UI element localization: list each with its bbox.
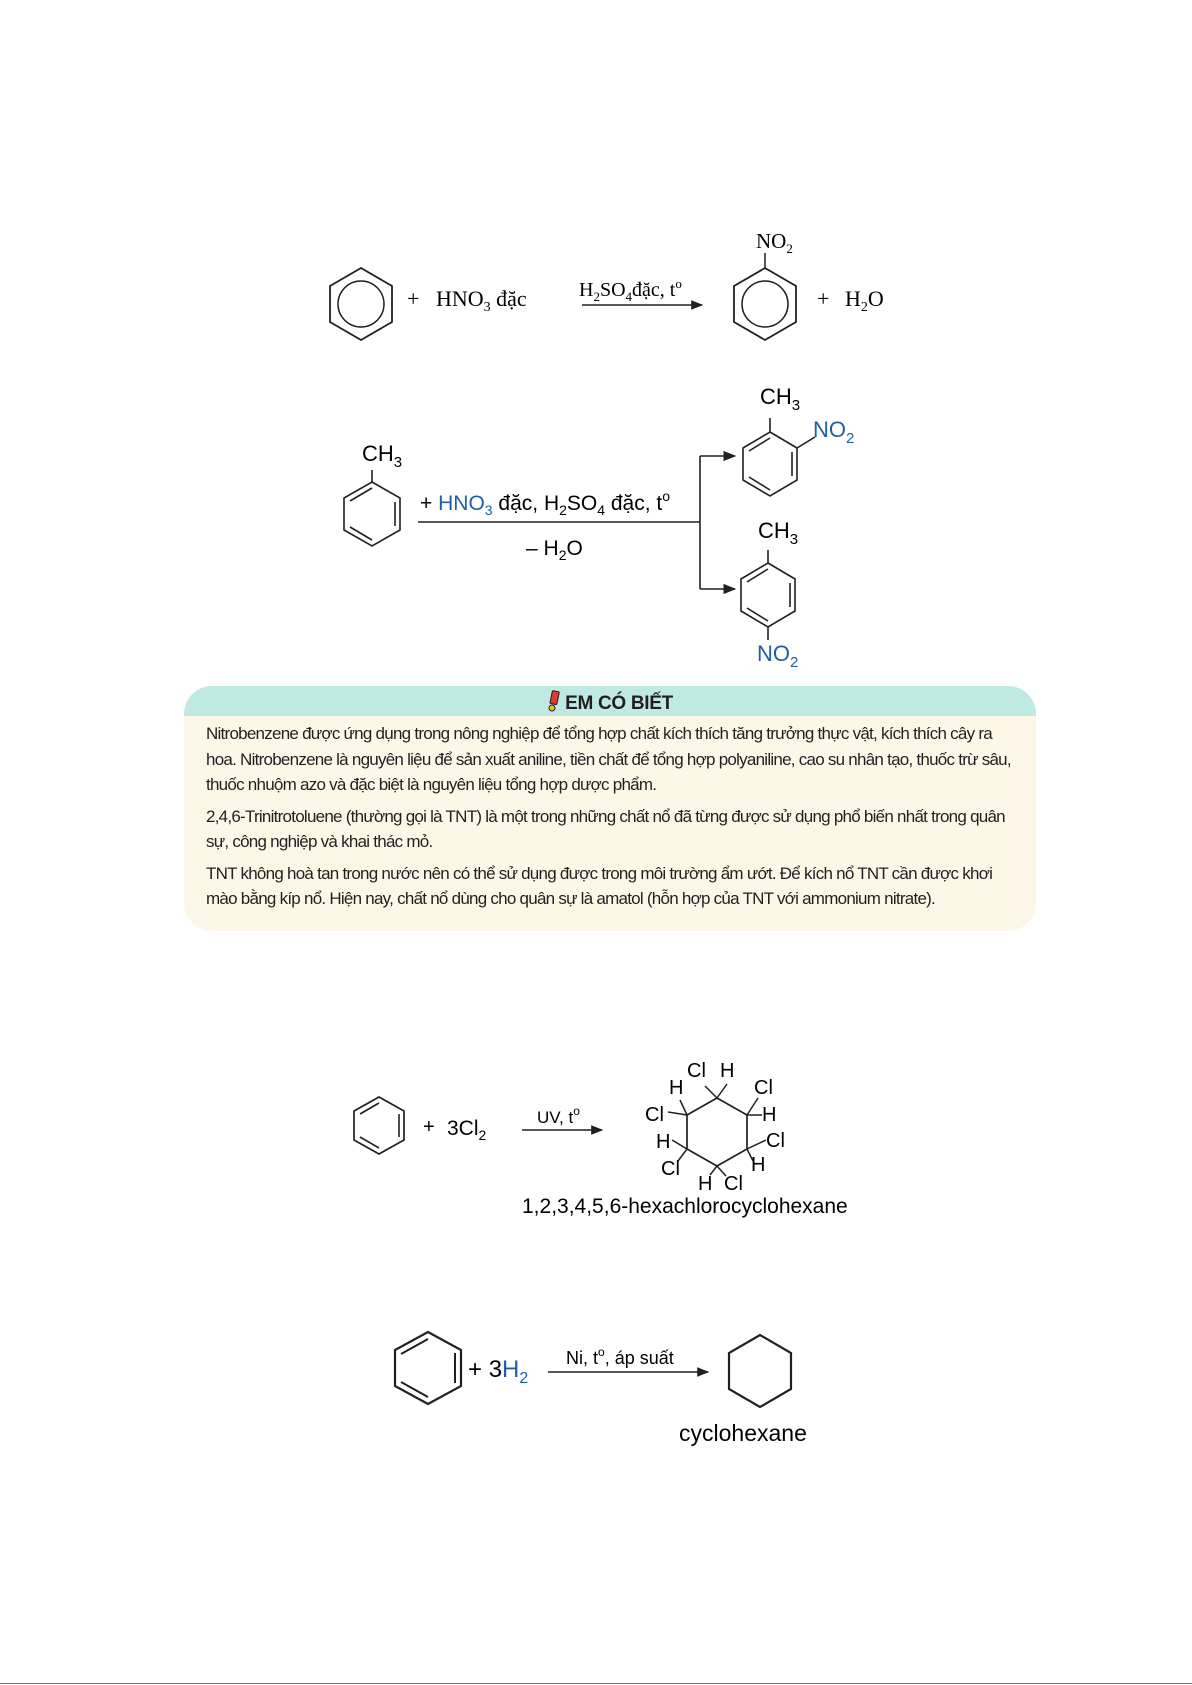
exclamation-icon	[547, 690, 561, 712]
plus-sign: +	[407, 286, 420, 311]
hydrogen: + $3H_2$	[468, 1356, 529, 1387]
para-nitrotoluene	[741, 550, 795, 640]
ortho-nitrotoluene	[743, 418, 815, 496]
svg-text:H: H	[762, 1104, 777, 1126]
nitrobenzene-product	[734, 253, 796, 340]
info-paragraph: 2,4,6-Trinitrotoluene (thường gọi là TNT) là một trong những chất nổ đã từng được sử dụng phổ biến nhất trong quân sự, công nghiệp và khai thác mỏ.	[206, 806, 1005, 851]
svg-text:H: H	[669, 1077, 684, 1099]
reaction-hydrogenation	[395, 1332, 807, 1446]
hexachlorocyclohexane	[645, 1060, 785, 1195]
nitric-acid: $HNO_3$ đặc	[436, 286, 527, 315]
page-bottom-rule	[0, 1683, 1192, 1684]
svg-text:Cl: Cl	[661, 1158, 680, 1180]
toluene-conditions: + $HNO_3$ đặc, $H_2SO_4$ đặc, $t^o$	[420, 488, 671, 518]
info-paragraph: Nitrobenzene được ứng dụng trong nông nghiệp để tổng hợp chất kích thích tăng trưởng thực vật, kích thích cây ra hoa. Nitrobenzene là nguyên liệu để sản xuất aniline, tiền chất để tổng hợp polyaniline, cao su nhân tạo, thuốc trừ sâu, thuốc nhuộm azo và đặc biệt là nguyên liệu tổng hợp dược phẩm.	[206, 724, 1011, 794]
info-box-header	[184, 686, 1036, 716]
ortho-nitro: $NO_2$	[813, 417, 855, 447]
svg-text:Cl: Cl	[687, 1060, 706, 1082]
plus-sign: +	[423, 1116, 435, 1138]
svg-text:Cl: Cl	[645, 1104, 664, 1126]
methyl-group: $CH_3$	[362, 441, 403, 471]
hexachlorocyclohexane-name: 1,2,3,4,5,6-hexachlorocyclohexane	[522, 1195, 848, 1218]
catalyst-label: $H_2SO_4đặc$, $t^o$	[579, 276, 682, 304]
plus-sign: +	[817, 286, 830, 311]
svg-text:Cl: Cl	[724, 1173, 743, 1195]
cyclohexane-product	[729, 1335, 791, 1407]
benzene-reactant	[330, 268, 392, 340]
svg-text:Cl: Cl	[754, 1077, 773, 1099]
reaction-chlorination	[354, 1060, 848, 1218]
info-box-title-wrap	[184, 690, 1036, 715]
chlorine: $3Cl_2$	[447, 1117, 487, 1143]
info-box	[184, 686, 1036, 931]
svg-text:Cl: Cl	[766, 1130, 785, 1152]
nitro-group: $NO_2$	[756, 229, 793, 256]
cyclohexane-name: cyclohexane	[679, 1420, 807, 1446]
reaction-nitration-benzene	[330, 229, 884, 340]
benzene-reactant	[395, 1332, 461, 1404]
branch-arrows	[700, 456, 735, 589]
svg-text:H: H	[698, 1173, 713, 1195]
reaction-nitration-toluene	[344, 384, 854, 671]
ni-condition: Ni, $t^o$, áp suất	[566, 1345, 674, 1368]
svg-text:H: H	[751, 1154, 766, 1176]
svg-text:H: H	[720, 1060, 735, 1082]
water: $H_2O$	[845, 286, 884, 315]
toluene-reactant	[344, 470, 400, 546]
svg-text:H: H	[656, 1131, 671, 1153]
para-methyl: $CH_3$	[758, 518, 799, 548]
para-nitro: $NO_2$	[757, 641, 799, 671]
minus-water: – $H_2O$	[526, 537, 583, 563]
info-box-body	[184, 716, 1036, 912]
ortho-methyl: $CH_3$	[760, 384, 801, 414]
info-box-title: EM CÓ BIẾT	[565, 693, 673, 714]
info-paragraph: TNT không hoà tan trong nước nên có thể sử dụng được trong môi trường ẩm ướt. Để kích nổ TNT cần được khơi mào bằng kíp nổ. Hiện nay, chất nổ dùng cho quân sự là amatol (hỗn hợp của TNT với ammonium nitrate).	[206, 863, 993, 908]
benzene-reactant	[354, 1097, 404, 1154]
uv-condition: UV, $t^o$	[537, 1104, 580, 1127]
